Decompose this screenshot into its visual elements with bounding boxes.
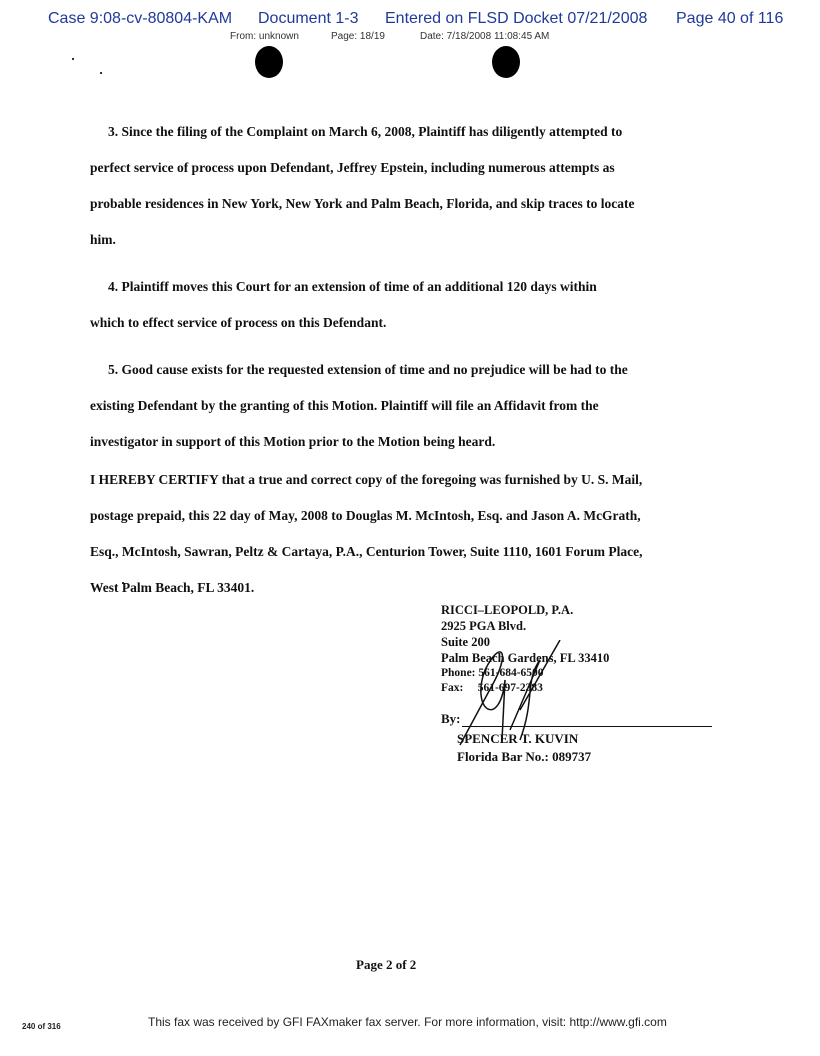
- para3-line: 3. Since the filing of the Complaint on March 6, 2008, Plaintiff has diligently attempted to: [108, 124, 623, 139]
- fax-from: From: unknown: [230, 31, 299, 42]
- signer-name: SPENCER T. KUVIN: [457, 731, 579, 746]
- punch-hole: [492, 46, 520, 78]
- page-count: Page 40 of 116: [676, 10, 784, 27]
- page-number: Page 2 of 2: [356, 957, 417, 972]
- firm-address: 2925 PGA Blvd.: [441, 619, 527, 633]
- para5-line: investigator in support of this Motion prior to the Motion being heard.: [90, 434, 496, 449]
- fax-date: Date: 7/18/2008 11:08:45 AM: [420, 31, 550, 42]
- case-number: Case 9:08-cv-80804-KAM: [48, 10, 233, 27]
- scan-speck: [100, 72, 102, 74]
- para5-line: existing Defendant by the granting of this Motion. Plaintiff will file an Affidavit from the: [90, 398, 599, 413]
- document-number: Document 1-3: [258, 10, 359, 27]
- firm-city: Palm Beach Gardens, FL 33410: [441, 651, 610, 665]
- firm-name: RICCI–LEOPOLD, P.A.: [441, 603, 574, 617]
- firm-phone: Phone: 561-684-6500: [441, 667, 544, 679]
- punch-hole: [255, 46, 283, 78]
- entered-date: Entered on FLSD Docket 07/21/2008: [385, 10, 648, 27]
- para3-line: perfect service of process upon Defendant, Jeffrey Epstein, including numerous attempts as: [90, 160, 615, 175]
- fax-page-count: 240 of 316: [22, 1022, 61, 1031]
- para3-line: him.: [90, 232, 116, 247]
- florida-bar-number: Florida Bar No.: 089737: [457, 749, 592, 764]
- scan-speck: [72, 58, 74, 60]
- para5-line: 5. Good cause exists for the requested extension of time and no prejudice will be had to the: [108, 362, 628, 377]
- certificate-line: West Palm Beach, FL 33401.: [90, 580, 255, 595]
- firm-suite: Suite 200: [441, 635, 490, 649]
- certificate-line: I HEREBY CERTIFY that a true and correct copy of the foregoing was furnished by U. S. Mail,: [90, 472, 643, 487]
- certificate-line: postage prepaid, this 22 day of May, 2008 to Douglas M. McIntosh, Esq. and Jason A. McGrath,: [90, 508, 641, 523]
- signature-by-label: By:: [441, 711, 461, 726]
- para4-line: 4. Plaintiff moves this Court for an extension of time of an additional 120 days within: [108, 279, 597, 294]
- fax-footer-note: This fax was received by GFI FAXmaker fax server. For more information, visit: http://www.gfi.com: [148, 1015, 667, 1029]
- firm-fax: Fax: 561-697-2383: [441, 682, 543, 694]
- para3-line: probable residences in New York, New York and Palm Beach, Florida, and skip traces to locate: [90, 196, 635, 211]
- para4-line: which to effect service of process on this Defendant.: [90, 315, 387, 330]
- certificate-line: Esq., McIntosh, Sawran, Peltz & Cartaya, P.A., Centurion Tower, Suite 1110, 1601 Forum Place,: [90, 544, 643, 559]
- fax-page: Page: 18/19: [331, 31, 385, 42]
